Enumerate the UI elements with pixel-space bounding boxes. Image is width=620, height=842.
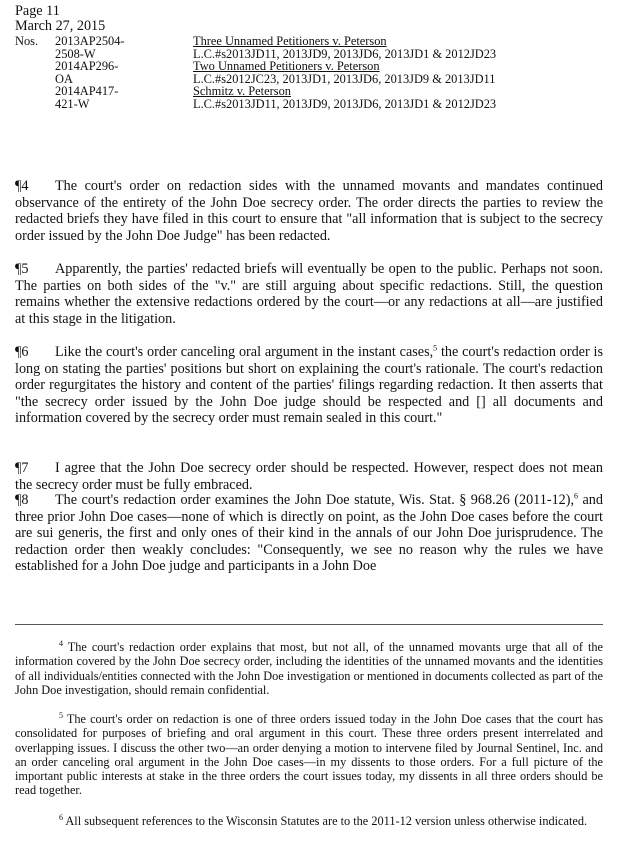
footnote-4 (15, 640, 603, 697)
lower-court-numbers: L.C.#s2013JD11, 2013JD9, 2013JD6, 2013JD1 & 2012JD23 (193, 96, 497, 111)
paragraph-number: ¶5 (15, 261, 29, 277)
footnote-5 (15, 712, 603, 798)
footnote-number: 4 (59, 638, 63, 648)
nos-label: Nos. (15, 34, 39, 48)
case-number: 2014AP296-OA (55, 59, 119, 86)
paragraph-4 (15, 178, 603, 244)
paragraph-text: The court's order on redaction sides with the unnamed movants and mandates continued observance of the entirety of the John Doe secrecy order. The order directs the parties to review the redacted briefs they have filed in this court to ensure that "all information that is subject to the secrecy order issued by the John Doe Judge" has been redacted. (15, 178, 603, 244)
paragraph-text: Like the court's order canceling oral argument in the instant cases, (55, 344, 434, 360)
footnote-reference[interactable]: 5 (433, 343, 438, 353)
case-title: Three Unnamed Petitioners v. Peterson (193, 34, 387, 48)
case-number: 2013AP2504-2508-W (55, 34, 125, 61)
footnote-divider (15, 624, 603, 625)
case-title: Two Unnamed Petitioners v. Peterson (193, 59, 380, 74)
footnote-reference[interactable]: 6 (574, 491, 579, 501)
paragraph-number: ¶7 (15, 460, 29, 476)
order-date: March 27, 2015 (15, 18, 106, 34)
paragraph-7 (15, 460, 603, 493)
footnote-text: The court's redaction order explains that most, but not all, of the unnamed movants urge that all of the information covered by the John Doe secrecy order, including the identities of the unnamed movants and the identities of all individuals/entities connected with the John Doe investigation or mentioned in documents collected as part of the John Doe investigation, should remain confidential. (15, 640, 603, 697)
paragraph-number: ¶8 (15, 492, 29, 508)
paragraph-5 (15, 261, 603, 327)
lower-court-numbers: L.C.#s2013JD11, 2013JD9, 2013JD6, 2013JD1 & 2012JD23 (193, 46, 497, 61)
paragraph-number: ¶4 (15, 178, 29, 194)
paragraph-6 (15, 344, 603, 427)
paragraph-text: and three prior John Doe cases—none of which is directly on point, as the John Doe cases before the court are sui generis, the first and only ones of their kind in the annals of our John Doe jurisprudence. The redaction order then weakly concludes: "Consequently, we see no reason why the rules we have established for a John Doe judge and participants in a John Doe (15, 492, 603, 575)
footnote-number: 5 (59, 710, 63, 720)
case-number: 2014AP417-421-W (55, 84, 119, 111)
footnote-text: All subsequent references to the Wisconsin Statutes are to the 2011-12 version unless otherwise indicated. (65, 814, 588, 828)
lower-court-numbers: L.C.#s2012JC23, 2013JD1, 2013JD6, 2013JD9 & 2013JD11 (193, 71, 496, 86)
paragraph-text: Apparently, the parties' redacted briefs will eventually be open to the public. Perhaps not soon. The parties on both sides of the "v." are still arguing about specific redactions. Still, the question remains whether the extensive redactions ordered by the court—or any redactions at all—are justified at this stage in the litigation. (15, 261, 603, 327)
footnote-number: 6 (59, 812, 63, 822)
paragraph-text: The court's redaction order examines the John Doe statute, Wis. Stat. § 968.26 (2011-12), (55, 492, 575, 508)
page-number: Page 11 (15, 3, 60, 19)
footnote-6 (15, 814, 603, 828)
footnote-text: The court's order on redaction is one of three orders issued today in the John Doe cases that the court has consolidated for purposes of briefing and oral argument in this court. These three orders present interrelated and overlapping issues. I discuss the other two—an order denying a motion to intervene filed by Journal Sentinel, Inc. and an order canceling oral argument in the John Doe cases—in my dissents to those orders. For a full picture of the important public interests at stake in the three orders the court issues today, my dissents in all three orders should be read together. (15, 712, 603, 798)
case-title: Schmitz v. Peterson (193, 84, 291, 99)
paragraph-text: the court's redaction order is long on stating the parties' positions but short on explaining the court's rationale. The court's redaction order regurgitates the history and content of the parties' filings regarding redaction. It then asserts that "the secrecy order issued by the John Doe judge should be respected and [] all documents and information covered by the secrecy order must remain sealed in this court." (15, 344, 603, 427)
paragraph-number: ¶6 (15, 344, 29, 360)
paragraph-8 (15, 492, 603, 575)
paragraph-text: I agree that the John Doe secrecy order should be respected. However, respect does not mean the secrecy order must be fully embraced. (15, 460, 603, 493)
